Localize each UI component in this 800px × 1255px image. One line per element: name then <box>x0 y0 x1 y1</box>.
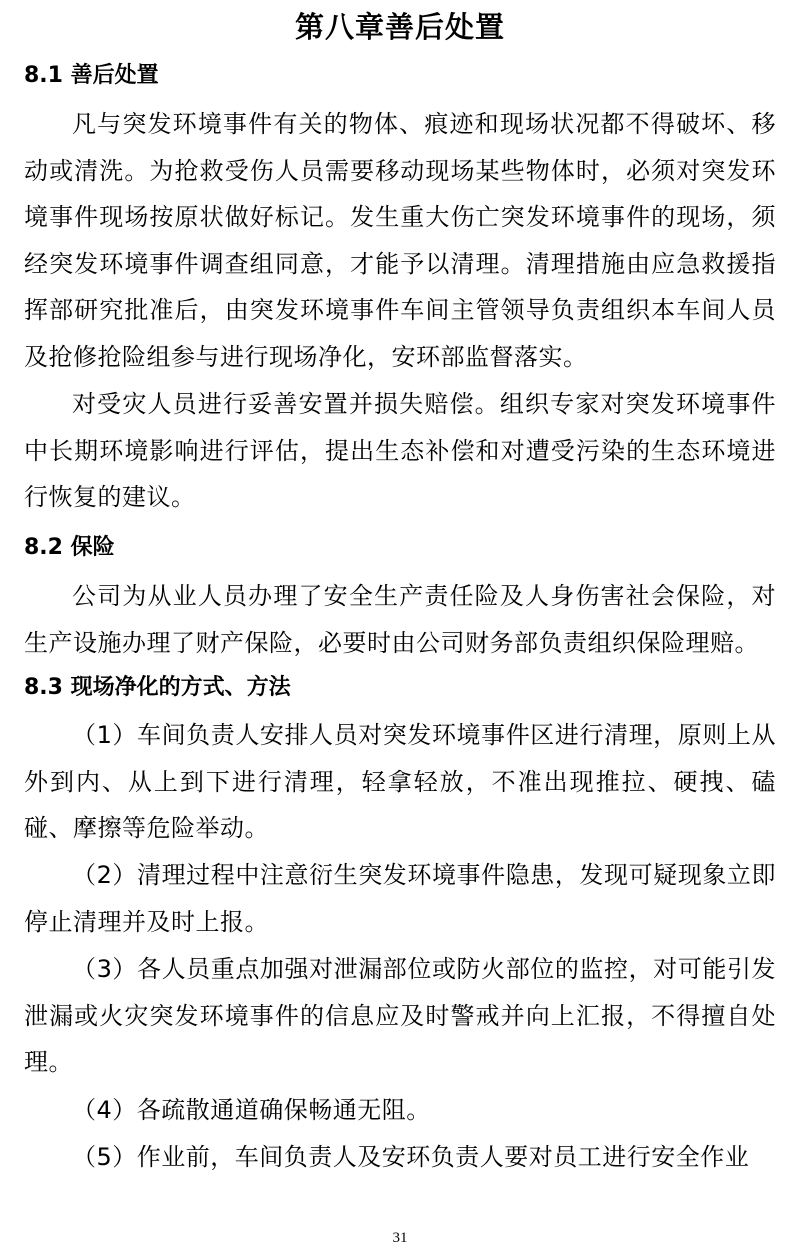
section-heading-8-3: 8.3 现场净化的方式、方法 <box>24 675 291 700</box>
paragraph-8-1-2: 对受灾人员进行妥善安置并损失赔偿。组织专家对突发环境事件中长期环境影响进行评估，提出生态补偿和对遭受污染的生态环境进行恢复的建议。 <box>24 390 776 511</box>
paragraph-8-3-2: （2）清理过程中注意衍生突发环境事件隐患，发现可疑现象立即停止清理并及时上报。 <box>24 861 776 936</box>
paragraph-8-1-1: 凡与突发环境事件有关的物体、痕迹和现场状况都不得破坏、移动或清洗。为抢救受伤人员需要移动现场某些物体时，必须对突发环境事件现场按原状做好标记。发生重大伤亡突发环境事件的现场，须经突发环境事件调查组同意，才能予以清理。清理措施由应急救援指挥部研究批准后，由突发环境事件车间主管领导负责组织本车间人员及抢修抢险组参与进行现场净化，安环部监督落实。 <box>24 110 776 371</box>
paragraph-8-2-1: 公司为从业人员办理了安全生产责任险及人身伤害社会保险，对生产设施办理了财产保险，必要时由公司财务部负责组织保险理赔。 <box>24 582 776 657</box>
chapter-title: 第八章善后处置 <box>294 10 505 44</box>
paragraph-8-3-3: （3）各人员重点加强对泄漏部位或防火部位的监控，对可能引发泄漏或火灾突发环境事件的信息应及时警戒并向上汇报，不得擅自处理。 <box>24 955 776 1076</box>
paragraph-8-3-4: （4）各疏散通道确保畅通无阻。 <box>72 1096 431 1124</box>
section-heading-8-2: 8.2 保险 <box>24 535 115 560</box>
paragraph-8-3-1: （1）车间负责人安排人员对突发环境事件区进行清理，原则上从外到内、从上到下进行清理，轻拿轻放，不准出现推拉、硬拽、磕碰、摩擦等危险举动。 <box>24 721 776 842</box>
paragraph-8-3-5: （5）作业前，车间负责人及安环负责人要对员工进行安全作业 <box>72 1143 750 1171</box>
section-heading-8-1: 8.1 善后处置 <box>24 63 159 88</box>
page-number: 31 <box>392 1230 408 1246</box>
